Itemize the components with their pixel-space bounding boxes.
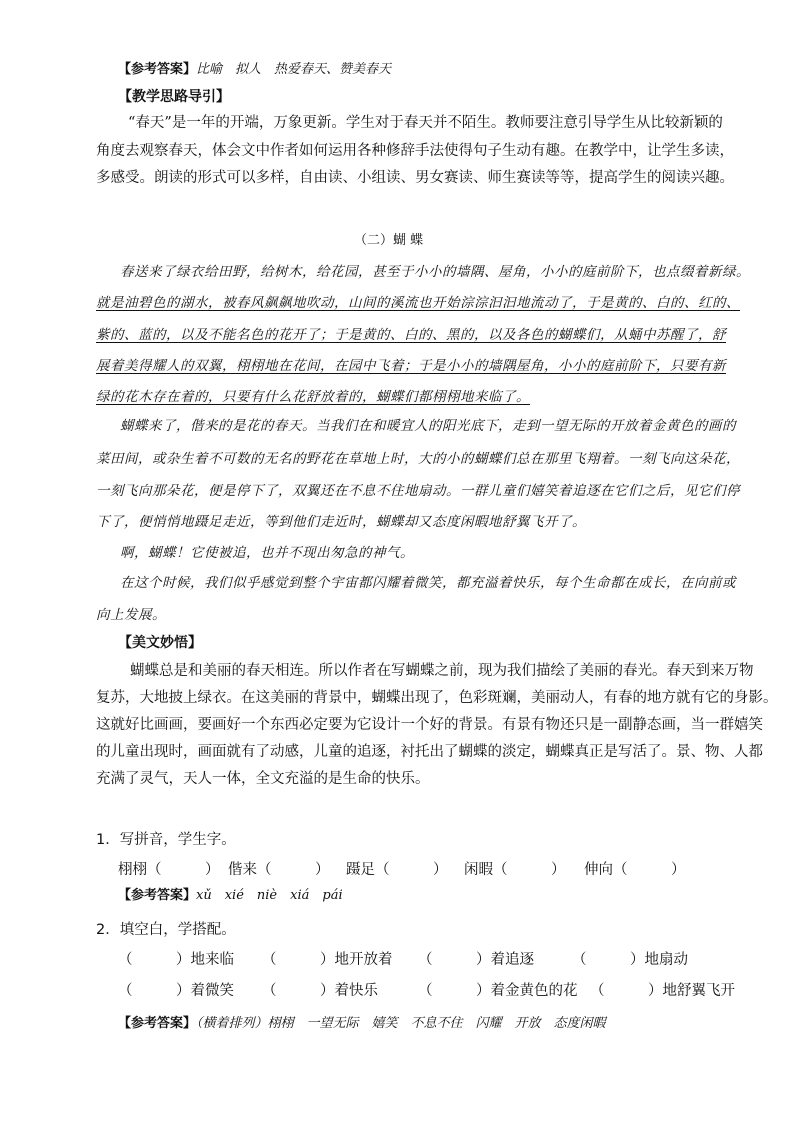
story-line-10: 啊，蝴蝶！它使被追，也并不现出匆急的神气。 bbox=[120, 545, 414, 561]
q1-item-1: 栩栩（ ） bbox=[118, 862, 220, 878]
q1-item-5: 伸向（ ） bbox=[584, 862, 686, 878]
answer-line-1 bbox=[118, 58, 391, 77]
guide-line-1: “春天”是一年的开端，万象更新。学生对于春天并不陌生。教师要注意引导学生从比较新颖的 bbox=[128, 115, 723, 131]
answer-text: 比喻 拟人 热爱春天、赞美春天 bbox=[196, 62, 392, 77]
q1-item-3: 蹑足（ ） bbox=[346, 862, 448, 878]
q2-row2-item-2: （ ）着快乐 bbox=[262, 983, 378, 999]
q2-answer-text: （横着排列）栩栩 一望无际 嬉笑 不息不住 闪耀 开放 态度闲暇 bbox=[196, 1016, 606, 1031]
story-line-11: 在这个时候，我们似乎感觉到整个宇宙都闪耀着微笑，都充溢着快乐，每个生命都在成长，在向前或 bbox=[120, 575, 736, 591]
q1-item-4: 闲暇（ ） bbox=[464, 862, 566, 878]
q2-title: 2．填空白，学搭配。 bbox=[96, 922, 236, 938]
appreciation-line-5: 充满了灵气，天人一体，全文充溢的是生命的快乐。 bbox=[96, 771, 430, 787]
answer-tag: 【参考答案】 bbox=[118, 62, 197, 77]
q1-answer-tag: 【参考答案】 bbox=[118, 888, 197, 903]
q1-answer bbox=[118, 884, 343, 903]
appreciation-line-1: 蝴蝶总是和美丽的春天相连。所以作者在写蝴蝶之前，现为我们描绘了美丽的春光。春天到来万物 bbox=[130, 663, 754, 679]
story-line-2: 就是油碧色的湖水，被春风飙飙地吹动，山间的溪流也开始淙淙汩汩地流动了，于是黄的、白的、红的、 bbox=[96, 295, 740, 311]
story-line-1: 春送来了绿衣给田野，给树木，给花园，甚至于小小的墙隅、屋角，小小的庭前阶下，也点缀着新绿。 bbox=[120, 264, 750, 280]
guide-heading: 【教学思路导引】 bbox=[118, 89, 230, 105]
story-line-5: 绿的花木存在着的，只要有什么花舒放着的，蝴蝶们都栩栩地来临了。 bbox=[96, 389, 530, 405]
q2-row2-item-4: （ ）地舒翼飞开 bbox=[590, 983, 735, 999]
q2-row2-item-3: （ ）着金黄色的花 bbox=[418, 983, 578, 999]
story-line-3: 紫的、蓝的，以及不能名色的花开了；于是黄的、白的、黑的，以及各色的蝴蝶们，从蛹中苏醒了，舒 bbox=[96, 327, 726, 343]
appreciation-heading: 【美文妙悟】 bbox=[118, 635, 202, 651]
q2-row2-item-1: （ ）着微笑 bbox=[118, 983, 234, 999]
story-line-4: 展着美得耀人的双翼，栩栩地在花间，在园中飞着；于是小小的墙隅屋角，小小的庭前阶下，只要有新 bbox=[96, 358, 726, 374]
q2-row1-item-4: （ ）地扇动 bbox=[572, 952, 688, 968]
guide-line-3: 多感受。朗读的形式可以多样，自由读、小组读、男女赛读、师生赛读等等，提高学生的阅读兴趣。 bbox=[96, 170, 734, 186]
q1-title: 1．写拼音，学生字。 bbox=[96, 832, 236, 848]
section-title: （二）蝴 蝶 bbox=[354, 233, 424, 248]
guide-line-2: 角度去观察春天，体会文中作者如何运用各种修辞手法使得句子生动有趣。在教学中，让学生多读， bbox=[96, 143, 734, 159]
q1-item-2: 偕来（ ） bbox=[228, 862, 330, 878]
story-line-7: 菜田间，或杂生着不可数的无名的野花在草地上时，大的小的蝴蝶们总在那里飞翔着。一刻飞向这朵花， bbox=[96, 451, 740, 467]
q2-row1-item-1: （ ）地来临 bbox=[118, 952, 234, 968]
q2-answer-tag: 【参考答案】 bbox=[118, 1016, 197, 1031]
story-line-9: 下了，便悄悄地蹑足走近，等到他们走近时，蝴蝶却又态度闲暇地舒翼飞开了。 bbox=[96, 514, 586, 530]
appreciation-line-2: 复苏，大地披上绿衣。在这美丽的背景中，蝴蝶出现了，色彩斑斓，美丽动人，有春的地方就有它的身影。 bbox=[96, 690, 778, 706]
q1-answer-text: xǔ xié niè xiá pái bbox=[196, 888, 343, 903]
q2-row1-item-3: （ ）着追逐 bbox=[418, 952, 534, 968]
story-line-6: 蝴蝶来了，偕来的是花的春天。当我们在和暖宜人的阳光底下，走到一望无际的开放着金黄色的画的 bbox=[120, 418, 736, 434]
q2-answer bbox=[118, 1012, 606, 1031]
appreciation-line-3: 这就好比画画，要画好一个东西必定要为它设计一个好的背景。有景有物还只是一副静态画，当一群嬉笑 bbox=[96, 717, 763, 733]
story-line-8: 一刻飞向那朵花，便是停下了，双翼还在不息不住地扇动。一群儿童们嬉笑着追逐在它们之后，见它们停 bbox=[96, 483, 740, 499]
appreciation-line-4: 的儿童出现时，画面就有了动感，儿童的追逐，衬托出了蝴蝶的淡定，蝴蝶真正是写活了。景、物、人都 bbox=[96, 744, 763, 760]
story-line-12: 向上发展。 bbox=[96, 607, 166, 623]
q2-row1-item-2: （ ）地开放着 bbox=[262, 952, 393, 968]
